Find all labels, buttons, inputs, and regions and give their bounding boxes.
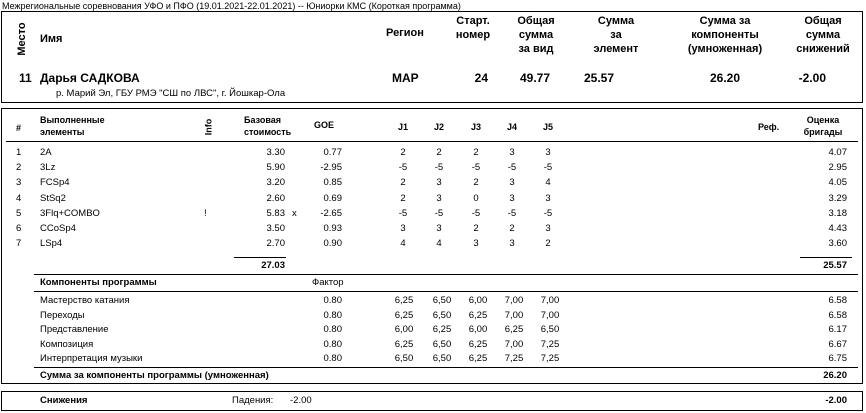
element-judge-4-score: 3 xyxy=(509,238,515,250)
elements-num-header: # xyxy=(16,123,22,133)
base-value-header-2: стоимость xyxy=(244,127,292,137)
total-score-header-3: за вид xyxy=(518,43,554,55)
place-header xyxy=(14,18,30,62)
element-base-value: 5.90 xyxy=(266,162,285,174)
skater-components-score: 26.20 xyxy=(709,71,740,85)
element-number: 2 xyxy=(16,162,22,174)
element-row xyxy=(0,177,866,191)
start-no-header-2: номер xyxy=(455,29,491,41)
skater-club: р. Марий Эл, ГБУ РМЭ "СШ по ЛВС", г. Йошкар-Ола xyxy=(56,88,286,99)
element-goe: -2.65 xyxy=(320,207,342,219)
element-panel-score: 2.95 xyxy=(828,162,847,174)
name-header: Имя xyxy=(40,33,63,45)
element-name: StSq2 xyxy=(40,192,66,204)
skater-region: МАР xyxy=(392,71,419,85)
component-judge-2-score: 6,50 xyxy=(432,309,452,321)
elements-name-header-2: элементы xyxy=(40,127,85,137)
element-base-value: 2.70 xyxy=(266,238,285,250)
element-judge-4-score: 3 xyxy=(509,147,515,158)
element-row xyxy=(0,193,866,207)
total-score-header-1: Общая xyxy=(517,15,555,27)
element-base-value: 5.83 xyxy=(266,207,285,219)
judge-5-header: J5 xyxy=(542,122,553,132)
component-judge-1-score: 6,00 xyxy=(394,324,414,336)
component-judge-2-score: 6,50 xyxy=(432,353,452,365)
element-base-value: 2.60 xyxy=(266,192,285,204)
element-judge-5-score: 3 xyxy=(545,147,551,158)
element-judge-3-score: 2 xyxy=(473,223,479,234)
element-judge-2-score: 4 xyxy=(436,238,442,250)
component-judge-4-score: 7,00 xyxy=(504,309,524,321)
element-name: FCSp4 xyxy=(40,177,70,189)
components-title: Компоненты программы xyxy=(40,277,157,288)
skater-deductions: -2.00 xyxy=(798,71,826,85)
element-judge-3-score: 2 xyxy=(473,177,479,189)
element-judge-1-score: 2 xyxy=(400,177,406,189)
components-top-divider xyxy=(34,274,858,275)
element-score-header-1: Сумма xyxy=(597,15,635,27)
panel-score-header-2: бригады xyxy=(803,127,843,137)
component-judge-2-score: 6,50 xyxy=(432,338,452,350)
element-judge-5-score: -5 xyxy=(543,162,553,174)
element-row xyxy=(0,238,866,252)
base-total-divider xyxy=(234,257,286,258)
element-name: 2A xyxy=(40,147,52,158)
total-score-header xyxy=(508,14,564,56)
element-base-value: 3.20 xyxy=(266,177,285,189)
skater-total-score: 49.77 xyxy=(519,71,550,85)
goe-header: GOE xyxy=(314,120,335,130)
element-judge-3-score: 0 xyxy=(473,192,479,204)
element-judge-2-score: -5 xyxy=(434,207,444,219)
deductions-total: -2.00 xyxy=(825,395,847,406)
component-score: 6.67 xyxy=(828,338,847,350)
element-name: CCoSp4 xyxy=(40,223,76,234)
element-judge-2-score: -5 xyxy=(434,162,444,174)
info-header xyxy=(204,116,218,138)
judge-3-header: J3 xyxy=(470,122,481,132)
element-number: 3 xyxy=(16,177,22,189)
start-no-header-1: Старт. xyxy=(456,15,490,27)
element-judge-2-score: 3 xyxy=(436,223,442,234)
element-score-header-3: элемент xyxy=(593,43,639,55)
component-judge-3-score: 6,00 xyxy=(468,295,488,306)
element-judge-1-score: -5 xyxy=(398,207,408,219)
element-row xyxy=(0,208,866,222)
deductions-header-3: снижений xyxy=(796,43,850,55)
element-base-value: 3.50 xyxy=(266,223,285,234)
start-no-header xyxy=(448,14,498,42)
component-judge-3-score: 6,25 xyxy=(468,353,488,365)
components-score-header-1: Сумма за xyxy=(699,15,751,27)
element-judge-5-score: 4 xyxy=(545,177,551,189)
element-panel-score: 3.29 xyxy=(828,192,847,204)
component-judge-4-score: 7,00 xyxy=(504,338,524,350)
components-total-label: Сумма за компоненты программы (умноженная) xyxy=(40,370,269,381)
referee-header: Реф. xyxy=(758,122,780,132)
component-judge-1-score: 6,25 xyxy=(394,338,414,350)
components-total-divider xyxy=(34,367,858,368)
component-score: 6.58 xyxy=(828,295,847,306)
deductions-header xyxy=(788,14,858,56)
element-judge-3-score: -5 xyxy=(471,207,481,219)
component-judge-4-score: 6,25 xyxy=(504,324,524,336)
component-factor: 0.80 xyxy=(323,309,342,321)
component-row xyxy=(0,339,866,353)
element-judge-3-score: -5 xyxy=(471,162,481,174)
component-row xyxy=(0,353,866,367)
element-judge-4-score: -5 xyxy=(507,162,517,174)
element-name: LSp4 xyxy=(40,238,63,250)
component-judge-2-score: 6,50 xyxy=(432,295,452,306)
element-info: ! xyxy=(204,207,207,219)
element-number: 1 xyxy=(16,147,22,158)
element-panel-score: 4.43 xyxy=(828,223,847,234)
components-total: 26.20 xyxy=(823,370,847,381)
element-name: 3Lz xyxy=(40,162,56,174)
judge-2-header: J2 xyxy=(433,122,444,132)
region-header: Регион xyxy=(386,27,424,39)
elements-header-divider xyxy=(6,141,858,142)
component-judge-5-score: 6,50 xyxy=(540,324,560,336)
element-number: 5 xyxy=(16,207,22,219)
components-header-divider xyxy=(34,291,858,292)
component-row xyxy=(0,310,866,324)
component-name: Мастерство катания xyxy=(40,295,130,306)
component-factor: 0.80 xyxy=(323,324,342,336)
element-number: 4 xyxy=(16,192,22,204)
element-number: 6 xyxy=(16,223,22,234)
element-judge-5-score: 3 xyxy=(545,223,551,234)
base-value-header-1: Базовая xyxy=(244,115,282,125)
component-judge-5-score: 7,00 xyxy=(540,295,560,306)
element-row xyxy=(0,223,866,237)
element-panel-score: 3.60 xyxy=(828,238,847,250)
components-score-header-2: компоненты xyxy=(691,29,759,41)
element-judge-1-score: 4 xyxy=(400,238,406,250)
element-judge-2-score: 2 xyxy=(436,147,442,158)
element-goe: 0.90 xyxy=(323,238,342,250)
elements-total-divider xyxy=(800,257,852,258)
element-judge-4-score: 3 xyxy=(509,177,515,189)
deductions-box xyxy=(1,391,863,411)
component-row xyxy=(0,324,866,338)
falls-label: Падения: xyxy=(232,395,274,406)
element-judge-1-score: 2 xyxy=(400,147,406,158)
deductions-header-1: Общая xyxy=(804,15,842,27)
component-factor: 0.80 xyxy=(323,295,342,306)
element-judge-4-score: 2 xyxy=(509,223,515,234)
element-number: 7 xyxy=(16,238,22,250)
element-judge-5-score: 2 xyxy=(545,238,551,250)
component-name: Переходы xyxy=(40,309,85,321)
component-score: 6.17 xyxy=(828,324,847,336)
element-goe: 0.85 xyxy=(323,177,342,189)
element-bonus-marker: x xyxy=(292,207,297,219)
component-judge-4-score: 7,25 xyxy=(504,353,524,365)
element-score-header-2: за xyxy=(610,29,622,41)
component-judge-3-score: 6,25 xyxy=(468,338,488,350)
base-value-header xyxy=(244,114,291,138)
deductions-label: Снижения xyxy=(40,395,88,406)
component-name: Композиция xyxy=(40,338,94,350)
element-judge-4-score: 3 xyxy=(509,192,515,204)
falls-value: -2.00 xyxy=(290,395,312,406)
element-judge-2-score: 3 xyxy=(436,177,442,189)
component-judge-1-score: 6,25 xyxy=(394,295,414,306)
component-row xyxy=(0,295,866,309)
panel-score-header xyxy=(796,114,850,138)
element-score-header xyxy=(588,14,644,56)
judge-1-header: J1 xyxy=(397,122,408,132)
components-score-header-3: (умноженная) xyxy=(687,43,763,55)
element-judge-1-score: 2 xyxy=(400,192,406,204)
element-judge-5-score: 3 xyxy=(545,192,551,204)
elements-name-header-1: Выполненные xyxy=(40,115,105,125)
element-judge-3-score: 2 xyxy=(473,147,479,158)
element-judge-4-score: -5 xyxy=(507,207,517,219)
factor-header: Фактор xyxy=(312,277,344,288)
elements-name-header xyxy=(40,114,105,138)
component-judge-5-score: 7,25 xyxy=(540,353,560,365)
panel-score-header-1: Оценка xyxy=(806,115,840,125)
skater-element-score: 25.57 xyxy=(583,71,614,85)
element-name: 3Flq+COMBO xyxy=(40,207,100,219)
skater-place: 11 xyxy=(19,71,32,85)
component-judge-1-score: 6,50 xyxy=(394,353,414,365)
component-judge-2-score: 6,25 xyxy=(432,324,452,336)
skater-start-no: 24 xyxy=(474,71,488,85)
element-panel-score: 4.05 xyxy=(828,177,847,189)
elements-total: 25.57 xyxy=(823,260,847,271)
element-panel-score: 4.07 xyxy=(828,147,847,158)
element-goe: 0.93 xyxy=(323,223,342,234)
element-judge-2-score: 3 xyxy=(436,192,442,204)
element-judge-5-score: -5 xyxy=(543,207,553,219)
component-score: 6.58 xyxy=(828,309,847,321)
components-score-header xyxy=(670,14,780,56)
element-judge-1-score: -5 xyxy=(398,162,408,174)
element-panel-score: 3.18 xyxy=(828,207,847,219)
elements-base-total: 27.03 xyxy=(261,260,285,271)
component-judge-3-score: 6,00 xyxy=(468,324,488,336)
component-score: 6.75 xyxy=(828,353,847,365)
element-row xyxy=(0,162,866,176)
component-name: Интерпретация музыки xyxy=(40,353,143,365)
component-judge-5-score: 7,25 xyxy=(540,338,560,350)
component-factor: 0.80 xyxy=(323,338,342,350)
total-score-header-2: сумма xyxy=(518,29,554,41)
component-name: Представление xyxy=(40,324,109,336)
skater-name: Дарья САДКОВА xyxy=(40,71,140,85)
element-judge-1-score: 3 xyxy=(400,223,406,234)
component-judge-3-score: 6,25 xyxy=(468,309,488,321)
component-factor: 0.80 xyxy=(323,353,342,365)
event-title: Межрегиональные соревнования УФО и ПФО (19.01.2021-22.01.2021) -- Юниорки КМС (Короткая программа) xyxy=(2,1,461,11)
place-header-label: Место xyxy=(16,22,28,56)
deductions-header-2: сумма xyxy=(805,29,841,41)
element-goe: 0.77 xyxy=(323,147,342,158)
component-judge-4-score: 7,00 xyxy=(504,295,524,306)
element-row xyxy=(0,147,866,161)
element-judge-3-score: 3 xyxy=(473,238,479,250)
element-base-value: 3.30 xyxy=(266,147,285,158)
judge-4-header: J4 xyxy=(506,122,517,132)
info-header-label: Info xyxy=(203,118,214,136)
element-goe: 0.69 xyxy=(323,192,342,204)
element-goe: -2.95 xyxy=(320,162,342,174)
component-judge-5-score: 7,00 xyxy=(540,309,560,321)
component-judge-1-score: 6,25 xyxy=(394,309,414,321)
